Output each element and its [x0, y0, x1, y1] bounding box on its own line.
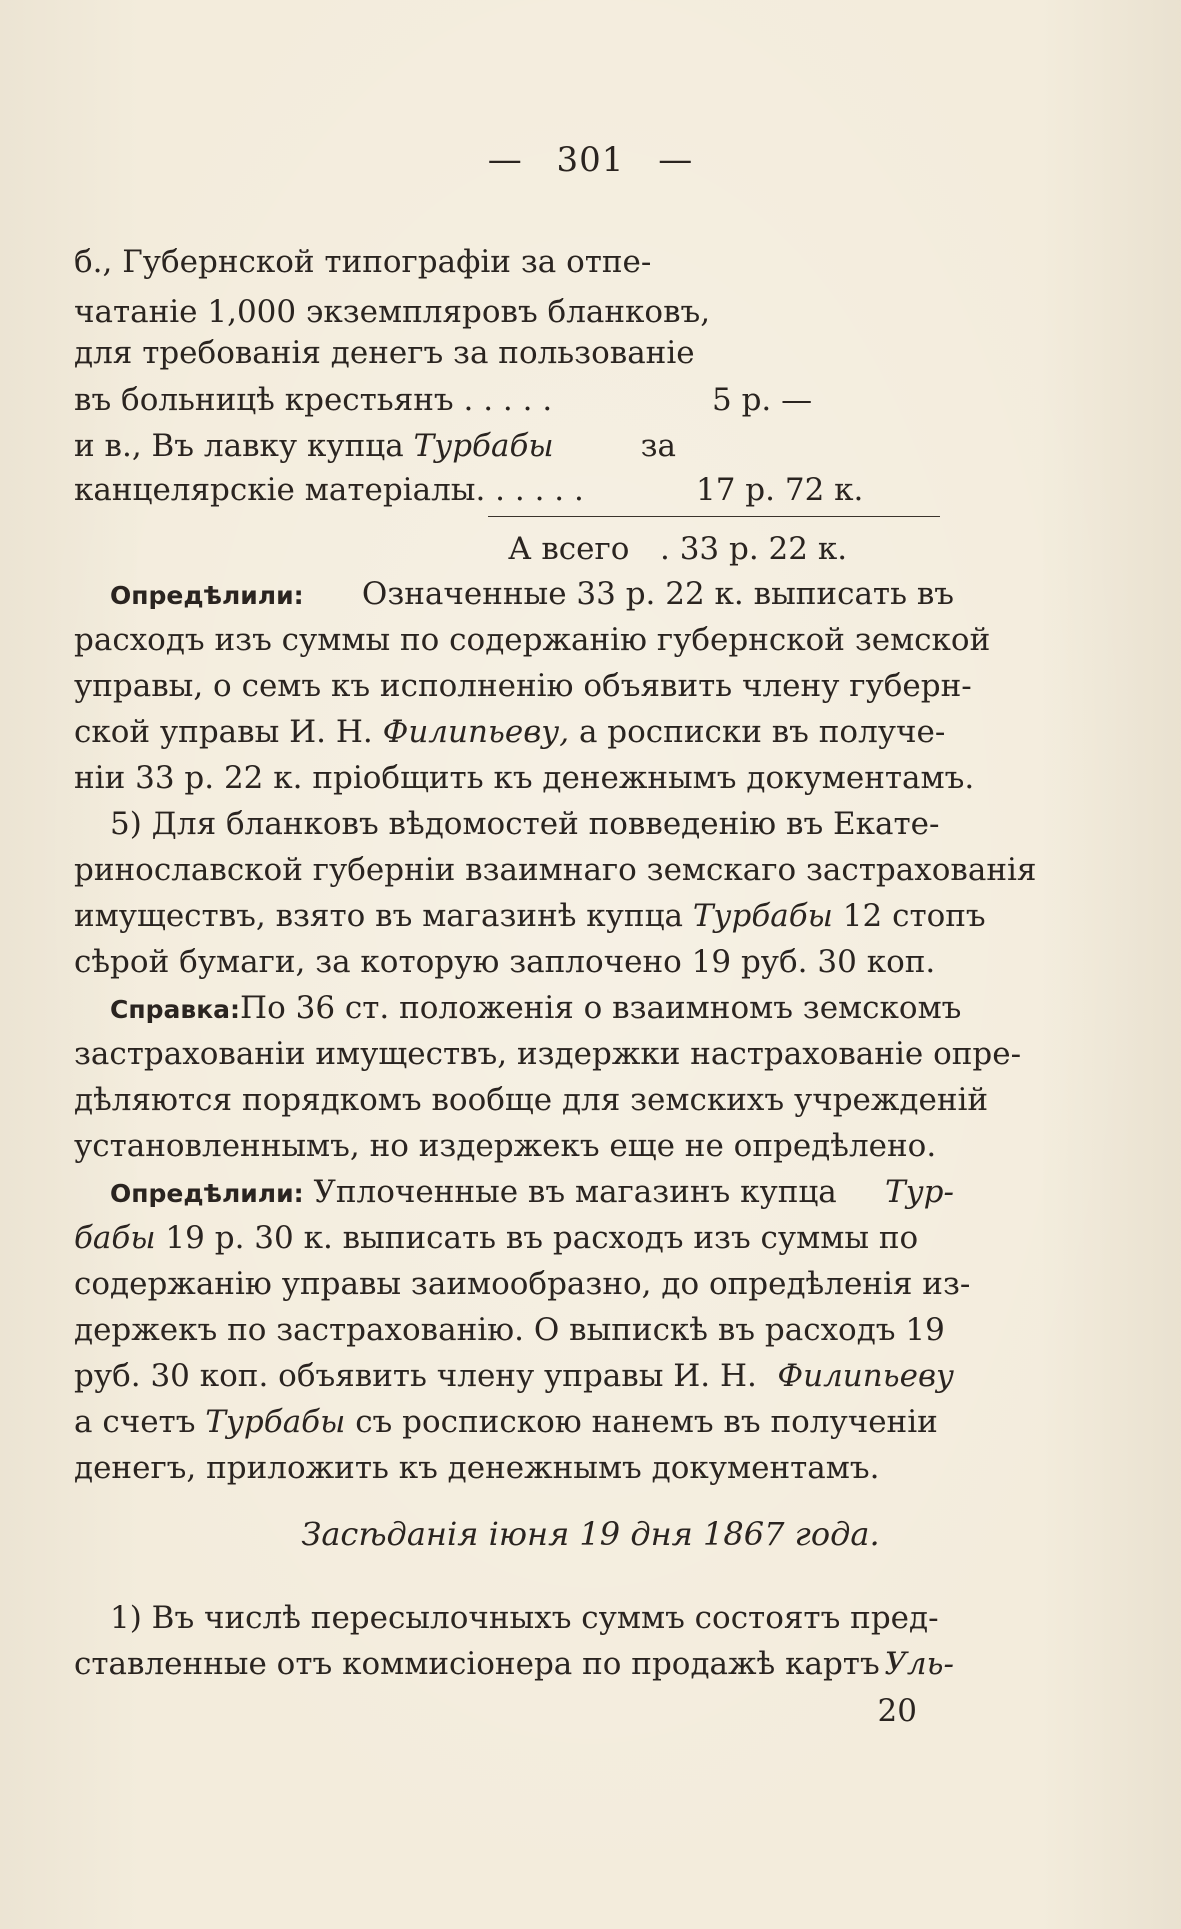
para1-line-4: ской управы И. Н. Филипьеву, а росписки въ получе-	[74, 714, 946, 750]
merchant-name: Турбабы	[413, 428, 554, 464]
para4-line-2: бабы 19 р. 30 к. выписать въ расходъ изъ суммы по	[74, 1220, 919, 1256]
para4-line-5: руб. 30 коп. объявить члену управы И. Н. Филипьеву	[74, 1358, 954, 1394]
item-b-line-3: для требованія денегъ за пользованіе	[74, 335, 695, 371]
para3-line-4: установленнымъ, но издержекъ еще не опредѣлено.	[74, 1128, 937, 1164]
item-b-line-1: б., Губернской типографіи за отпе-	[74, 244, 652, 280]
page-header	[0, 140, 1181, 180]
para2-line-2: ринославской губерніи взаимнаго земскаго застрахованія	[74, 852, 1037, 888]
para4-line-3: содержанію управы заимообразно, до опредѣленія из-	[74, 1266, 971, 1302]
header-dash-left: —	[487, 140, 523, 180]
resolution-label: Опредѣлили:	[110, 581, 304, 610]
para4-line-6: а счетъ Турбабы съ роспискою нанемъ въ полученіи	[74, 1404, 938, 1440]
para1-line-1: Опредѣлили: Означенные 33 р. 22 к. выписать въ	[110, 572, 954, 616]
para4-line-4: держекъ по застрахованію. О выпискѣ въ расходъ 19	[74, 1312, 945, 1348]
item-b-line-4: въ больницѣ крестьянъ . . . . .	[74, 382, 553, 418]
para3-line-2: застрахованіи имуществъ, издержки настрахованіе опре-	[74, 1036, 1022, 1072]
item-v-amount: 17 р. 72 к.	[696, 472, 864, 508]
item-b-line-2: чатаніе 1,000 экземпляровъ бланковъ,	[74, 294, 711, 330]
para1-line-3: управы, о семъ къ исполненію объявить члену губерн-	[74, 668, 972, 704]
resolution-label-2: Опредѣлили:	[110, 1179, 304, 1208]
item-b-amount: 5 р. —	[712, 382, 813, 418]
total-value: . 33 р. 22 к.	[660, 531, 848, 567]
item-v-line-2: канцелярскіе матеріалы. . . . . .	[74, 472, 584, 508]
para4-line-7: денегъ, приложить къ денежнымъ документамъ.	[74, 1450, 880, 1486]
para2-line-1: 5) Для бланковъ вѣдомостей повведенію въ Екате-	[110, 806, 940, 842]
para4-line-1: Опредѣлили: Уплоченные въ магазинъ купца Тур-	[110, 1174, 954, 1210]
session-heading: Засѣданія іюня 19 дня 1867 года.	[301, 1515, 880, 1553]
para5-line-2: ставленные отъ коммисіонера по продажѣ картъ Уль-	[74, 1646, 954, 1682]
sum-rule	[488, 516, 940, 517]
reference-label: Справка:	[110, 995, 241, 1024]
signature-mark: 20	[877, 1693, 917, 1729]
para2-line-4: сѣрой бумаги, за которую заплочено 19 руб. 30 коп.	[74, 944, 936, 980]
page-number: 301	[556, 140, 625, 180]
para1-line-2: расходъ изъ суммы по содержанію губернской земской	[74, 622, 991, 658]
header-dash-right: —	[658, 140, 694, 180]
para3-line-1: Справка: По 36 ст. положенія о взаимномъ земскомъ	[110, 986, 954, 1030]
para3-line-3: дѣляются порядкомъ вообще для земскихъ учрежденій	[74, 1082, 989, 1118]
para1-line-5: ніи 33 р. 22 к. пріобщить къ денежнымъ документамъ.	[74, 760, 975, 796]
para2-line-3: имуществъ, взято въ магазинѣ купца Турбабы 12 стопъ	[74, 898, 986, 934]
item-v-line-1: и в., Въ лавку купца Турбабы за	[74, 428, 676, 464]
para5-line-1: 1) Въ числѣ пересылочныхъ суммъ состоятъ пред-	[110, 1600, 939, 1636]
total-label: А всего	[508, 531, 630, 567]
